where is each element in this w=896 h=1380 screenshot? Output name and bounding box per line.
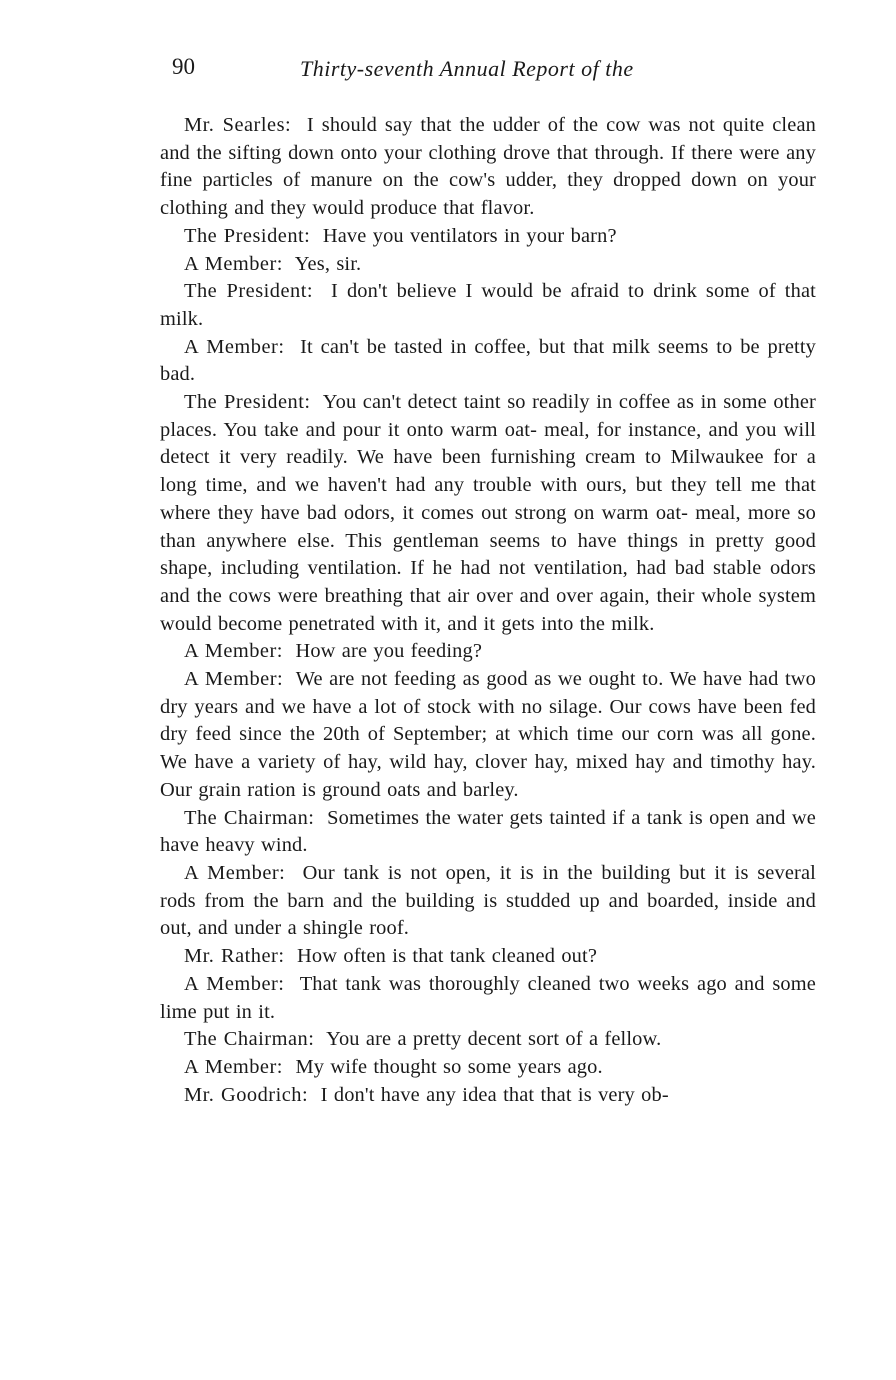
dialogue-text: My wife thought so some years ago. [295,1055,603,1078]
paragraph [160,389,816,638]
speaker: A Member: [184,252,283,275]
speaker: The President: [184,224,311,247]
speaker: Mr. Searles: [184,114,292,136]
page-number: 90 [172,54,195,79]
dialogue-text: How are you feeding? [295,640,483,663]
speaker: A Member: [184,861,286,884]
dialogue-text: You are a pretty decent sort of a fellow. [326,1028,662,1051]
paragraph [160,278,816,333]
paragraph [160,638,816,666]
dialogue-text: Yes, sir. [294,252,362,275]
body-text [160,112,816,1109]
speaker: A Member: [184,640,283,663]
dialogue-text: How often is that tank cleaned out? [297,945,598,968]
paragraph [160,666,816,805]
speaker: A Member: [184,668,284,691]
dialogue-text: That tank was thoroughly cleaned two weeks ago and some lime put in it. [160,972,816,1023]
paragraph [160,334,816,389]
paragraph [160,1054,816,1082]
paragraph [160,251,816,279]
paragraph [160,1026,816,1054]
paragraph [160,112,816,223]
paragraph [160,860,816,943]
paragraph [160,805,816,860]
speaker: The Chairman: [184,806,315,829]
paragraph [160,943,816,971]
dialogue-text: Sometimes the water gets tainted if a tank is open and we have heavy wind. [160,806,817,857]
dialogue-text: Our tank is not open, it is in the building but it is several rods from the barn and the building is studded up and boarded, inside and out, and under a shingle roof. [160,861,816,940]
dialogue-text: It can't be tasted in coffee, but that milk seems to be pretty bad. [160,335,816,386]
dialogue-text: Have you ventilators in your barn? [322,224,617,247]
running-title: Thirty-seventh Annual Report of the [300,56,634,81]
dialogue-text: You can't detect taint so readily in coffee as in some other places. You take and pour it onto warm oat- meal, for instance, and you will detect it very readily. We have been furnishing cream to Milwaukee for a long time, and we haven't had any trouble with ours, but they tell me that where they have bad odors, it comes out strong on warm oat- meal, more so than anywhere else. This gentleman seems to have things in pretty good shape, including ventilation. If he had not ventilation, had bad stable odors and the cows were breathing that air over and over again, their whole system would become penetrated with it, and it gets into the milk. [160,391,816,635]
paragraph [160,223,816,251]
page-header [172,54,712,88]
dialogue-text: I should say that the udder of the cow was not quite clean and the sifting down onto your clothing drove that through. If there were any fine particles of manure on the cow's udder, they dropped down on your clothing and they would produce that flavor. [160,114,816,220]
speaker: Mr. Rather: [184,945,285,968]
speaker: A Member: [184,972,285,995]
speaker: The President: [184,280,314,303]
dialogue-text: I don't have any idea that that is very ob- [320,1083,669,1106]
dialogue-text: I don't believe I would be afraid to drink some of that milk. [160,280,816,330]
paragraph [160,1082,816,1110]
speaker: A Member: [184,335,285,358]
speaker: The Chairman: [184,1028,315,1051]
speaker: The President: [184,391,311,414]
dialogue-text: We are not feeding as good as we ought to. We have had two dry years and we have a lot of stock with no silage. Our cows have been fed dry feed since the 20th of September; at which time our corn was all gone. We have a variety of hay, wild hay, clover hay, mixed hay and timothy hay. Our grain ration is ground oats and barley. [160,668,816,801]
speaker: Mr. Goodrich: [184,1083,309,1106]
paragraph [160,971,816,1026]
speaker: A Member: [184,1055,283,1078]
